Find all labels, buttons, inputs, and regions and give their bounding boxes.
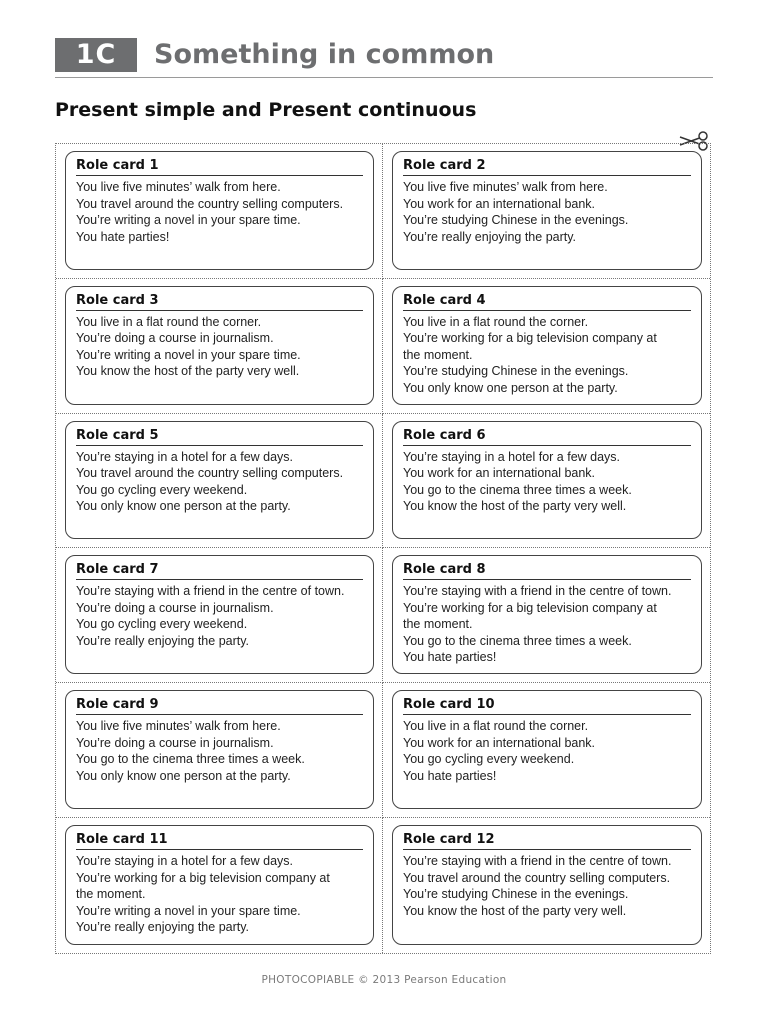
role-card-title: Role card 3 — [76, 292, 363, 311]
role-card-5 — [65, 421, 374, 540]
role-card-11 — [65, 825, 374, 945]
role-card-lines — [403, 314, 691, 397]
copyright-footer: PHOTOCOPIABLE © 2013 Pearson Education — [261, 974, 507, 986]
role-card-line: You’re really enjoying the party. — [76, 920, 250, 935]
unit-badge: 1C — [55, 38, 137, 72]
role-card-line: You go to the cinema three times a week. — [403, 482, 632, 497]
role-card-line: You hate parties! — [403, 768, 497, 783]
role-card-line: You’re staying with a friend in the centre of town. — [76, 584, 345, 599]
role-card-12 — [392, 825, 702, 945]
role-card-line: You’re working for a big television company at — [403, 331, 657, 346]
cut-cell — [56, 414, 383, 549]
role-card-line: You’re writing a novel in your spare time. — [76, 903, 301, 918]
role-card-10 — [392, 690, 702, 809]
role-card-lines — [403, 853, 691, 919]
role-card-line: You hate parties! — [403, 650, 497, 665]
role-card-line: You go to the cinema three times a week. — [403, 633, 632, 648]
role-card-line: You go cycling every weekend. — [76, 617, 248, 632]
role-card-line: You work for an international bank. — [403, 735, 596, 750]
role-card-line: You’re working for a big television company at — [403, 600, 657, 615]
role-card-line: You work for an international bank. — [403, 466, 596, 481]
role-card-line: the moment. — [403, 617, 473, 632]
role-card-lines — [76, 179, 363, 245]
role-card-title: Role card 1 — [76, 157, 363, 176]
role-card-title: Role card 12 — [403, 831, 691, 850]
role-card-line: You only know one person at the party. — [76, 768, 291, 783]
role-card-line: You’re writing a novel in your spare time. — [76, 213, 301, 227]
role-card-line: You’re staying in a hotel for a few days. — [76, 449, 294, 464]
role-card-lines — [403, 583, 691, 666]
role-card-lines — [76, 583, 363, 649]
role-card-1 — [65, 151, 374, 270]
role-card-title: Role card 10 — [403, 696, 691, 715]
role-card-lines — [76, 314, 363, 380]
header-divider — [55, 77, 713, 78]
role-card-line: You live in a flat round the corner. — [403, 314, 589, 329]
cut-cell — [383, 279, 710, 414]
role-card-line: You work for an international bank. — [403, 196, 596, 211]
role-card-line: You’re studying Chinese in the evenings. — [403, 364, 629, 379]
role-card-lines — [76, 718, 363, 784]
role-card-line: You live in a flat round the corner. — [76, 314, 262, 329]
role-card-line: You know the host of the party very well. — [76, 364, 300, 379]
cut-cell — [383, 818, 710, 953]
cut-cell — [383, 548, 710, 683]
role-card-7 — [65, 555, 374, 674]
role-card-line: You’re studying Chinese in the evenings. — [403, 213, 629, 227]
role-card-title: Role card 7 — [76, 561, 363, 580]
role-card-line: You go to the cinema three times a week. — [76, 752, 305, 767]
role-card-title: Role card 11 — [76, 831, 363, 850]
role-card-title: Role card 2 — [403, 157, 691, 176]
cut-cell — [56, 818, 383, 953]
role-card-line: You know the host of the party very well. — [403, 499, 627, 514]
role-card-line: You’re studying Chinese in the evenings. — [403, 887, 629, 902]
cut-cell — [56, 144, 383, 279]
role-card-line: You’re staying in a hotel for a few days. — [403, 449, 621, 464]
role-card-2 — [392, 151, 702, 270]
role-card-line: You only know one person at the party. — [403, 380, 618, 395]
role-card-line: You’re doing a course in journalism. — [76, 600, 274, 615]
cut-cell — [383, 414, 710, 549]
role-card-sheet — [55, 143, 711, 954]
role-card-line: You live five minutes’ walk from here. — [403, 180, 608, 194]
role-card-line: You’re working for a big television company at — [76, 870, 330, 885]
role-card-line: the moment. — [403, 347, 473, 362]
role-card-lines — [403, 718, 691, 784]
cut-cell — [56, 683, 383, 818]
role-card-title: Role card 4 — [403, 292, 691, 311]
page-title: Something in common — [154, 39, 495, 70]
role-card-line: You’re staying with a friend in the centre of town. — [403, 854, 672, 869]
role-card-line: You travel around the country selling computers. — [76, 466, 344, 481]
role-card-line: You only know one person at the party. — [76, 499, 291, 514]
role-card-title: Role card 6 — [403, 427, 691, 446]
role-card-line: You live five minutes’ walk from here. — [76, 719, 281, 734]
role-card-line: You’re doing a course in journalism. — [76, 735, 274, 750]
role-card-lines — [76, 449, 363, 515]
role-card-line: You go cycling every weekend. — [403, 752, 575, 767]
role-card-line: You’re staying in a hotel for a few days. — [76, 854, 294, 869]
role-card-lines — [403, 449, 691, 515]
role-card-line: You’re doing a course in journalism. — [76, 331, 274, 346]
role-card-4 — [392, 286, 702, 405]
role-card-lines — [403, 179, 691, 245]
cut-cell — [383, 683, 710, 818]
role-card-line: You’re writing a novel in your spare time. — [76, 347, 301, 362]
role-card-line: You travel around the country selling computers. — [76, 196, 344, 211]
role-card-line: You’re staying with a friend in the centre of town. — [403, 584, 672, 599]
role-card-9 — [65, 690, 374, 809]
cut-cell — [383, 144, 710, 279]
role-card-8 — [392, 555, 702, 674]
role-card-6 — [392, 421, 702, 540]
role-card-line: You travel around the country selling computers. — [403, 870, 671, 885]
role-card-line: You live in a flat round the corner. — [403, 719, 589, 734]
role-card-line: You’re really enjoying the party. — [403, 229, 577, 244]
cut-cell — [56, 548, 383, 683]
role-card-title: Role card 8 — [403, 561, 691, 580]
role-card-3 — [65, 286, 374, 405]
role-card-line: You’re really enjoying the party. — [76, 633, 250, 648]
role-card-lines — [76, 853, 363, 936]
role-card-title: Role card 9 — [76, 696, 363, 715]
role-card-line: You hate parties! — [76, 229, 170, 244]
role-card-line: You go cycling every weekend. — [76, 482, 248, 497]
role-card-line: the moment. — [76, 887, 146, 902]
role-card-title: Role card 5 — [76, 427, 363, 446]
role-card-line: You know the host of the party very well. — [403, 903, 627, 918]
cut-cell — [56, 279, 383, 414]
section-title: Present simple and Present continuous — [55, 99, 477, 121]
role-card-line: You live five minutes’ walk from here. — [76, 180, 281, 194]
